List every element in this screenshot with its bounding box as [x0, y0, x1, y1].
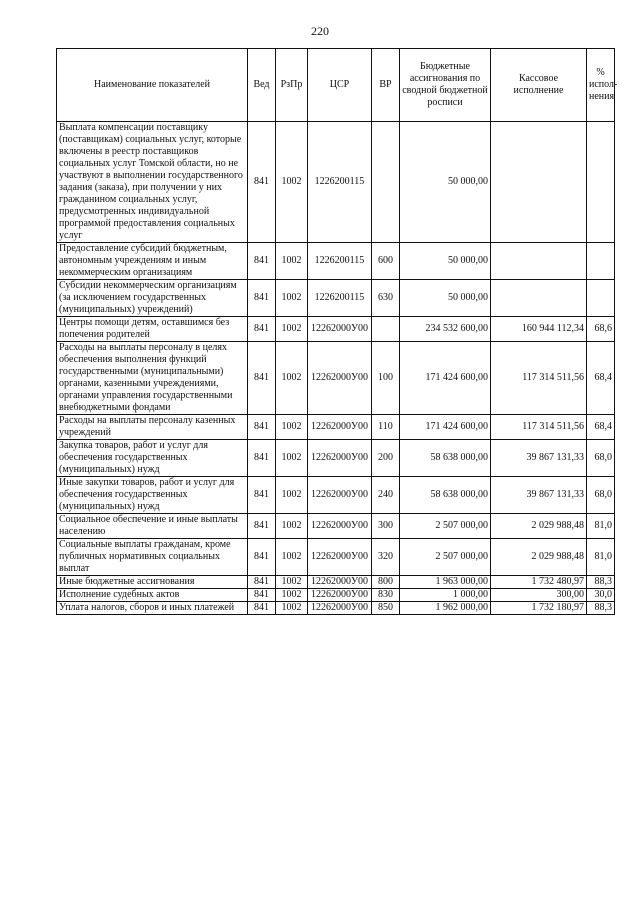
table-row: [57, 440, 615, 477]
header-percent: % испол-нения: [587, 49, 615, 122]
cell-execution: 1 732 480,97: [491, 576, 587, 589]
cell-ved: 841: [248, 602, 276, 615]
cell-rzpr: 1002: [276, 243, 308, 280]
cell-execution: 39 867 131,33: [491, 477, 587, 514]
cell-rzpr: 1002: [276, 122, 308, 243]
cell-name: Социальное обеспечение и иные выплаты населению: [57, 514, 248, 539]
cell-vr: 630: [372, 280, 400, 317]
page-number: 220: [311, 24, 329, 38]
cell-vr: 850: [372, 602, 400, 615]
cell-assignments: 234 532 600,00: [400, 317, 491, 342]
cell-vr: 830: [372, 589, 400, 602]
table-row: [57, 280, 615, 317]
cell-rzpr: 1002: [276, 514, 308, 539]
header-csr: ЦСР: [308, 49, 372, 122]
cell-vr: 110: [372, 415, 400, 440]
cell-csr: 1226200115: [308, 280, 372, 317]
cell-assignments: 50 000,00: [400, 243, 491, 280]
cell-percent: 81,0: [587, 539, 615, 576]
cell-percent: [587, 122, 615, 243]
cell-ved: 841: [248, 317, 276, 342]
budget-table: [56, 48, 618, 615]
cell-rzpr: 1002: [276, 280, 308, 317]
cell-vr: 800: [372, 576, 400, 589]
cell-execution: 117 314 511,56: [491, 415, 587, 440]
table-row: [57, 342, 615, 415]
cell-ved: 841: [248, 440, 276, 477]
cell-name: Центры помощи детям, оставшимся без попечения родителей: [57, 317, 248, 342]
cell-csr: 12262000У00: [308, 477, 372, 514]
cell-execution: 1 732 180,97: [491, 602, 587, 615]
header-rzpr: РзПр: [276, 49, 308, 122]
cell-assignments: 2 507 000,00: [400, 514, 491, 539]
cell-execution: [491, 280, 587, 317]
cell-ved: 841: [248, 243, 276, 280]
cell-ved: 841: [248, 122, 276, 243]
cell-ved: 841: [248, 514, 276, 539]
cell-percent: 81,0: [587, 514, 615, 539]
cell-rzpr: 1002: [276, 415, 308, 440]
cell-name: Выплата компенсации поставщику (поставщикам) социальных услуг, которые включены в реестр поставщиков социальных услуг Томской области, но не участвуют в выполнении государственного задания (заказа), при получении у них гражданином социальных услуг, предусмотренных индивидуальной программой предоставления социальных услуг: [57, 122, 248, 243]
table-row: [57, 122, 615, 243]
table-row: [57, 539, 615, 576]
cell-ved: 841: [248, 539, 276, 576]
table-row: [57, 514, 615, 539]
cell-percent: 30,0: [587, 589, 615, 602]
cell-ved: 841: [248, 342, 276, 415]
table-row: [57, 243, 615, 280]
cell-percent: [587, 280, 615, 317]
cell-ved: 841: [248, 280, 276, 317]
cell-vr: 300: [372, 514, 400, 539]
cell-rzpr: 1002: [276, 342, 308, 415]
cell-csr: 12262000У00: [308, 440, 372, 477]
cell-execution: 2 029 988,48: [491, 539, 587, 576]
header-execution: Кассовое исполнение: [491, 49, 587, 122]
cell-execution: 39 867 131,33: [491, 440, 587, 477]
cell-rzpr: 1002: [276, 576, 308, 589]
cell-csr: 12262000У00: [308, 602, 372, 615]
cell-vr: 320: [372, 539, 400, 576]
cell-csr: 12262000У00: [308, 539, 372, 576]
cell-assignments: 1 000,00: [400, 589, 491, 602]
cell-rzpr: 1002: [276, 477, 308, 514]
cell-vr: 240: [372, 477, 400, 514]
cell-assignments: 2 507 000,00: [400, 539, 491, 576]
header-row: [57, 49, 615, 122]
cell-name: Субсидии некоммерческим организациям (за исключением государственных (муниципальных) учреждений): [57, 280, 248, 317]
cell-ved: 841: [248, 576, 276, 589]
cell-percent: [587, 243, 615, 280]
cell-name: Иные закупки товаров, работ и услуг для обеспечения государственных (муниципальных) нужд: [57, 477, 248, 514]
header-ved: Вед: [248, 49, 276, 122]
cell-name: Расходы на выплаты персоналу в целях обеспечения выполнения функций государственными (муниципальными) органами, казенными учреждениями, органами управления государственными внебюджетными фондами: [57, 342, 248, 415]
cell-csr: 12262000У00: [308, 589, 372, 602]
cell-csr: 1226200115: [308, 122, 372, 243]
cell-percent: 68,4: [587, 342, 615, 415]
cell-assignments: 171 424 600,00: [400, 415, 491, 440]
cell-name: Социальные выплаты гражданам, кроме публичных нормативных социальных выплат: [57, 539, 248, 576]
cell-name: Иные бюджетные ассигнования: [57, 576, 248, 589]
table-row: [57, 589, 615, 602]
cell-assignments: 1 962 000,00: [400, 602, 491, 615]
cell-percent: 68,0: [587, 440, 615, 477]
cell-vr: [372, 317, 400, 342]
cell-percent: 68,6: [587, 317, 615, 342]
cell-name: Закупка товаров, работ и услуг для обеспечения государственных (муниципальных) нужд: [57, 440, 248, 477]
cell-assignments: 171 424 600,00: [400, 342, 491, 415]
cell-execution: [491, 243, 587, 280]
cell-percent: 68,0: [587, 477, 615, 514]
cell-name: Уплата налогов, сборов и иных платежей: [57, 602, 248, 615]
cell-csr: 12262000У00: [308, 576, 372, 589]
cell-assignments: 58 638 000,00: [400, 477, 491, 514]
cell-ved: 841: [248, 589, 276, 602]
cell-rzpr: 1002: [276, 539, 308, 576]
cell-execution: 117 314 511,56: [491, 342, 587, 415]
cell-assignments: 50 000,00: [400, 280, 491, 317]
cell-execution: 2 029 988,48: [491, 514, 587, 539]
cell-rzpr: 1002: [276, 589, 308, 602]
cell-rzpr: 1002: [276, 317, 308, 342]
cell-csr: 1226200115: [308, 243, 372, 280]
cell-csr: 12262000У00: [308, 342, 372, 415]
cell-vr: 100: [372, 342, 400, 415]
cell-execution: [491, 122, 587, 243]
cell-vr: 600: [372, 243, 400, 280]
cell-ved: 841: [248, 415, 276, 440]
cell-assignments: 58 638 000,00: [400, 440, 491, 477]
table-row: [57, 415, 615, 440]
cell-percent: 68,4: [587, 415, 615, 440]
cell-percent: 88,3: [587, 602, 615, 615]
cell-name: Предоставление субсидий бюджетным, автономным учреждениям и иным некоммерческим организациям: [57, 243, 248, 280]
cell-ved: 841: [248, 477, 276, 514]
cell-name: Расходы на выплаты персоналу казенных учреждений: [57, 415, 248, 440]
table-row: [57, 477, 615, 514]
cell-execution: 300,00: [491, 589, 587, 602]
cell-assignments: 1 963 000,00: [400, 576, 491, 589]
cell-rzpr: 1002: [276, 440, 308, 477]
cell-name: Исполнение судебных актов: [57, 589, 248, 602]
cell-csr: 12262000У00: [308, 514, 372, 539]
cell-execution: 160 944 112,34: [491, 317, 587, 342]
header-assignments: Бюджетные ассигнования по сводной бюджетной росписи: [400, 49, 491, 122]
table-row: [57, 317, 615, 342]
cell-rzpr: 1002: [276, 602, 308, 615]
table-row: [57, 602, 615, 615]
cell-csr: 12262000У00: [308, 415, 372, 440]
cell-vr: [372, 122, 400, 243]
header-name: Наименование показателей: [57, 49, 248, 122]
header-vr: ВР: [372, 49, 400, 122]
cell-percent: 88,3: [587, 576, 615, 589]
cell-vr: 200: [372, 440, 400, 477]
cell-assignments: 50 000,00: [400, 122, 491, 243]
cell-csr: 12262000У00: [308, 317, 372, 342]
table-row: [57, 576, 615, 589]
